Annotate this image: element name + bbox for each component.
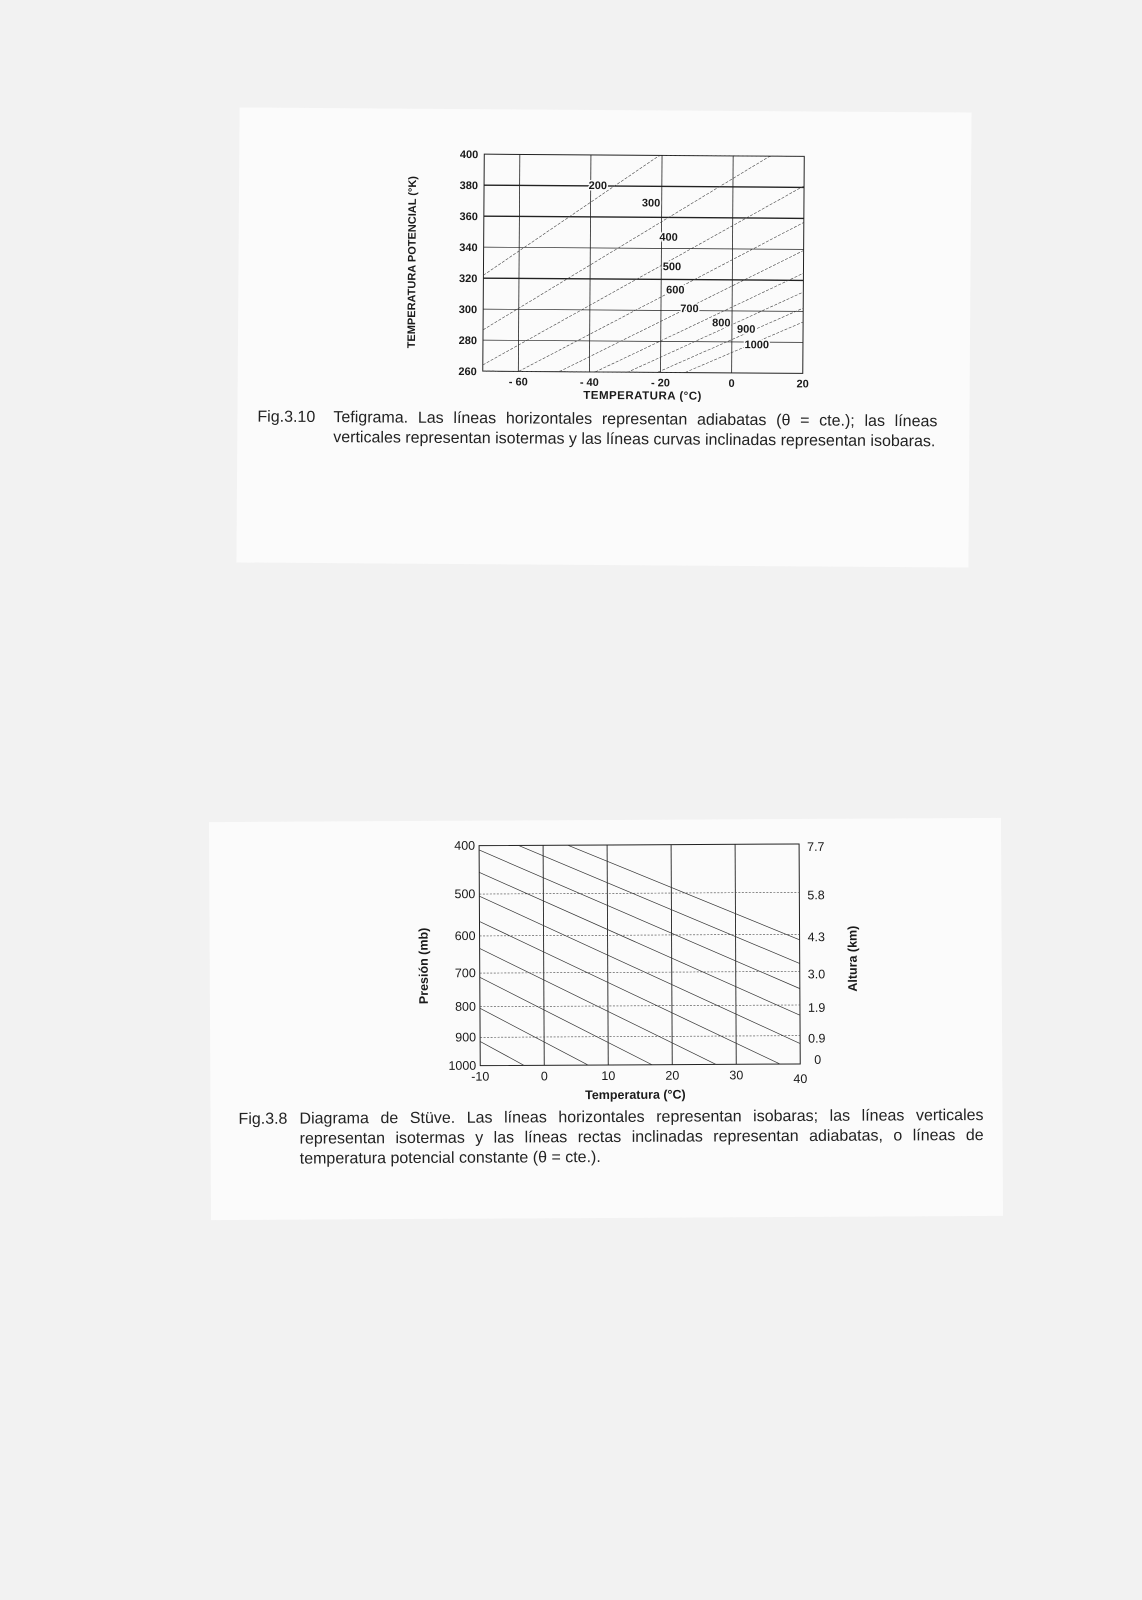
y-tick-label: 260 — [458, 365, 477, 379]
y-tick-label: 300 — [458, 303, 478, 317]
isotherm-line — [671, 845, 672, 1065]
adiabat-line — [568, 839, 1100, 1065]
isobar-label: 800 — [712, 317, 731, 330]
isobar-label: 900 — [736, 323, 756, 336]
caption-number: Fig.3.8 — [238, 1110, 288, 1128]
adiabat-line — [484, 216, 804, 218]
x-tick-label: - 40 — [579, 376, 599, 389]
isobar-label: 200 — [588, 179, 608, 193]
y-tick-label: 700 — [454, 966, 476, 981]
figure-sheet-stuve — [209, 818, 1003, 1220]
stuve-diagram-chart — [209, 818, 1003, 1112]
isobar-line — [480, 1005, 800, 1007]
isobar-line — [480, 934, 800, 936]
y-tick-label: 280 — [458, 334, 478, 348]
isotherm-line — [732, 156, 734, 373]
x-tick-label: - 20 — [650, 377, 670, 390]
figure-caption-3-8 — [238, 1106, 983, 1180]
isotherm-line — [518, 154, 520, 371]
y2-tick-label: 5.8 — [807, 888, 825, 903]
y2-tick-label: 7.7 — [807, 839, 825, 854]
x-tick-label: 30 — [729, 1068, 744, 1083]
y-tick-label: 340 — [459, 241, 478, 255]
y-tick-label: 360 — [459, 210, 478, 224]
x-tick-label: 0 — [728, 377, 735, 390]
y-tick-label: 1000 — [448, 1058, 477, 1073]
y-tick-label: 500 — [454, 887, 476, 902]
isobar-line — [480, 1036, 800, 1038]
adiabat-line — [483, 309, 803, 311]
x-tick-label: -10 — [471, 1069, 490, 1084]
isobar-label: 600 — [666, 284, 685, 297]
y-tick-label: 900 — [455, 1030, 477, 1045]
y2-tick-label: 0 — [814, 1052, 822, 1067]
x-tick-label: 40 — [793, 1071, 808, 1087]
y-tick-label: 320 — [459, 272, 478, 286]
caption-text: Tefigrama. Las líneas horizontales representan adiabatas (θ = cte.); las líneas verticales representan isotermas y las líneas curvas inclinadas representan isobaras. — [333, 409, 938, 451]
y-tick-label: 400 — [459, 148, 479, 162]
y-tick-label: 800 — [455, 999, 476, 1014]
adiabat-line — [322, 844, 781, 1066]
adiabat-line — [174, 845, 588, 1067]
y-tick-label: 400 — [454, 838, 476, 853]
x-tick-label: 20 — [665, 1068, 680, 1083]
adiabat-line — [420, 843, 908, 1066]
adiabat-line — [223, 845, 652, 1067]
figure-caption-3-10 — [257, 408, 937, 483]
isobar-label: 500 — [662, 261, 682, 274]
y2-tick-label: 3.0 — [807, 967, 826, 982]
x-tick-label: - 60 — [508, 376, 528, 389]
figure-sheet-tephigram — [236, 107, 971, 567]
y-axis-label: TEMPERATURA POTENCIAL (°K) — [405, 175, 420, 349]
caption-number: Fig.3.10 — [257, 408, 316, 426]
isobar-label: 400 — [659, 231, 678, 244]
isobar-label: 700 — [680, 303, 699, 316]
adiabat-line — [519, 843, 1037, 1066]
y2-tick-label: 1.9 — [807, 1000, 826, 1015]
caption-text: Diagrama de Stüve. Las líneas horizontales representan isobaras; las líneas verticales representan isotermas y las líneas rectas inclinadas representan adiabatas, o líneas de temperatura potencial constante (θ = cte.). — [299, 1107, 984, 1168]
tephigram-chart — [238, 107, 972, 412]
x-axis-label: Temperatura (°C) — [585, 1087, 686, 1103]
x-tick-label: 0 — [540, 1069, 548, 1084]
adiabat-line — [483, 278, 803, 280]
y-tick-label: 380 — [459, 179, 479, 193]
y-tick-label: 600 — [454, 928, 476, 944]
isobar-label: 300 — [641, 197, 661, 210]
isobar-line — [483, 154, 804, 332]
x-axis-label: TEMPERATURA (°C) — [583, 389, 702, 403]
x-tick-label: 20 — [796, 378, 809, 391]
adiabat-line — [469, 843, 972, 1066]
adiabat-line — [484, 185, 804, 187]
y2-axis-label: Altura (km) — [845, 925, 860, 992]
isobar-line — [483, 271, 804, 373]
y-axis-label: Presión (mb) — [416, 927, 431, 1005]
y2-tick-label: 0.9 — [808, 1031, 826, 1046]
plot-frame — [479, 844, 800, 1066]
isobar-label: 1000 — [744, 339, 770, 352]
y2-tick-label: 4.3 — [807, 930, 826, 945]
isotherm-line — [735, 844, 736, 1064]
adiabat-line — [272, 844, 716, 1066]
x-tick-label: 10 — [601, 1068, 616, 1084]
